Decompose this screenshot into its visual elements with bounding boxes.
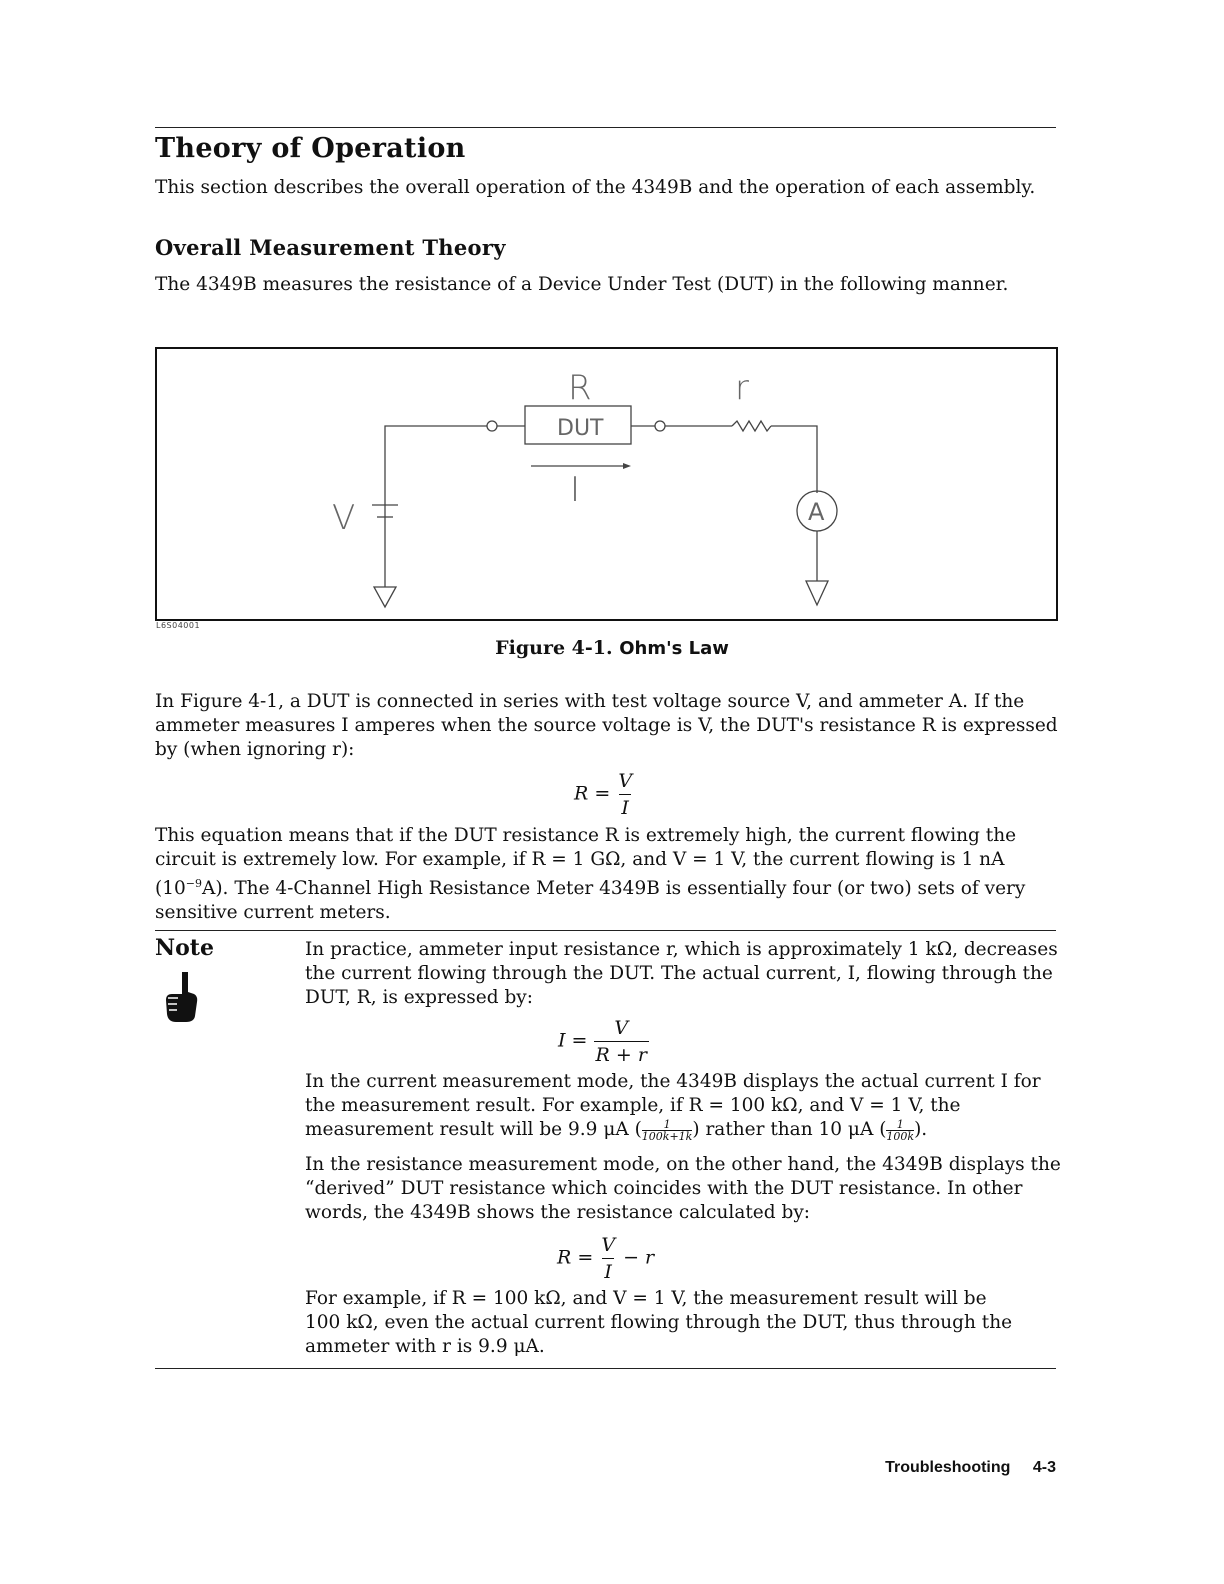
subsection-intro: The 4349B measures the resistance of a Device Under Test (DUT) in the following manner.: [155, 274, 1009, 295]
note-p2-fraction-2: [886, 1119, 914, 1142]
frac1-num: 1: [663, 1117, 671, 1131]
note-p2-part1: In the current measurement mode, the 4349B displays the actual current I for the measurement result. For example, if R = 100 kΩ, and V = 1 V, the measurement result will be 9.9 μA (: [305, 1071, 1041, 1140]
page-footer: [885, 1459, 1056, 1477]
note-top-rule: [155, 930, 1056, 931]
page-title: Theory of Operation: [155, 133, 466, 164]
note-paragraph-2: [305, 1070, 1065, 1142]
note-bottom-rule: [155, 1368, 1056, 1369]
terminal-left: [487, 421, 497, 431]
paragraph-2-part1: This equation means that if the DUT resistance R is extremely high, the current flowing the circuit is extremely low. For example, if R = 1 GΩ, and V = 1 V, the current flowing is 1 nA (10: [155, 825, 1017, 900]
frac2-den: 100k: [886, 1129, 915, 1143]
ohms-law-circuit-diagram: [157, 349, 1056, 619]
note-paragraph-1: In practice, ammeter input resistance r, which is approximately 1 kΩ, decreases the current flowing through the DUT. The actual current, I, flowing through the DUT, R, is expressed by:: [305, 939, 1058, 1008]
eq1-fraction: [616, 770, 634, 819]
label-V: V: [332, 498, 356, 538]
equation-actual-current: [558, 1017, 649, 1066]
label-I: I: [570, 470, 581, 510]
ground-right: [806, 581, 828, 605]
eq2-numerator: V: [614, 1017, 629, 1039]
eq1-numerator: V: [618, 770, 633, 792]
frac1-den: 100k+1k: [641, 1129, 693, 1143]
eq2-fraction: [594, 1017, 649, 1066]
figure-image-id: L6S04001: [156, 621, 201, 630]
note-label: Note: [155, 935, 214, 961]
footer-section: Troubleshooting: [885, 1459, 1011, 1476]
frac2-num: 1: [896, 1117, 904, 1131]
paragraph-1: In Figure 4-1, a DUT is connected in series with test voltage source V, and ammeter A. If the ammeter measures I amperes when the source voltage is V, the DUT's resistance R is expressed by (when ignoring r):: [155, 691, 1058, 760]
note-p2-part3: ).: [914, 1119, 928, 1140]
paragraph-2-part2: A). The 4-Channel High Resistance Meter 4349B is essentially four (or two) sets of very sensitive current meters.: [155, 878, 1026, 924]
eq1-denominator: I: [619, 794, 631, 819]
left-wire: [385, 426, 487, 587]
subsection-title: Overall Measurement Theory: [155, 235, 506, 260]
equation-derived-resistance: [557, 1234, 654, 1283]
eq3-numerator: V: [601, 1234, 616, 1256]
note-p2-fraction-1: [642, 1119, 693, 1142]
exponent: −9: [185, 877, 202, 890]
intro-paragraph: This section describes the overall operation of the 4349B and the operation of each assembly.: [155, 177, 1036, 198]
note-p2-part2: ) rather than 10 μA (: [692, 1119, 887, 1140]
figure-box: [155, 347, 1058, 621]
terminal-right: [655, 421, 665, 431]
label-R: R: [568, 368, 592, 408]
label-DUT: DUT: [557, 416, 604, 441]
paragraph-2: [155, 824, 1060, 925]
figure-caption-title: Ohm's Law: [619, 638, 729, 659]
eq2-denominator: R + r: [594, 1041, 649, 1066]
eq3-fraction: [599, 1234, 617, 1283]
eq3-lhs: R =: [557, 1246, 594, 1269]
eq3-rhs: − r: [623, 1246, 655, 1269]
resistor-r: [732, 421, 771, 431]
footer-page-number: 4-3: [1032, 1459, 1056, 1476]
note-paragraph-4: For example, if R = 100 kΩ, and V = 1 V, the measurement result will be 100 kΩ, even the actual current flowing through the DUT, thus through the ammeter with r is 9.9 μA.: [305, 1288, 1013, 1357]
figure-caption-number: Figure 4-1.: [495, 637, 613, 659]
label-A: A: [808, 498, 825, 526]
eq3-denominator: I: [602, 1258, 614, 1283]
eq1-lhs: R =: [574, 782, 611, 805]
note-paragraph-3: In the resistance measurement mode, on the other hand, the 4349B displays the “derived” DUT resistance which coincides with the DUT resistance. In other words, the 4349B shows the resistance calculated by:: [305, 1154, 1061, 1223]
pointing-hand-icon: [160, 970, 200, 1024]
label-r: r: [735, 368, 749, 408]
ground-left: [374, 587, 396, 607]
eq2-lhs: I =: [558, 1029, 588, 1052]
top-rule: [155, 127, 1056, 128]
figure-caption: [0, 637, 1224, 659]
right-wire: [771, 426, 817, 493]
equation-ohms-law: [574, 770, 634, 819]
